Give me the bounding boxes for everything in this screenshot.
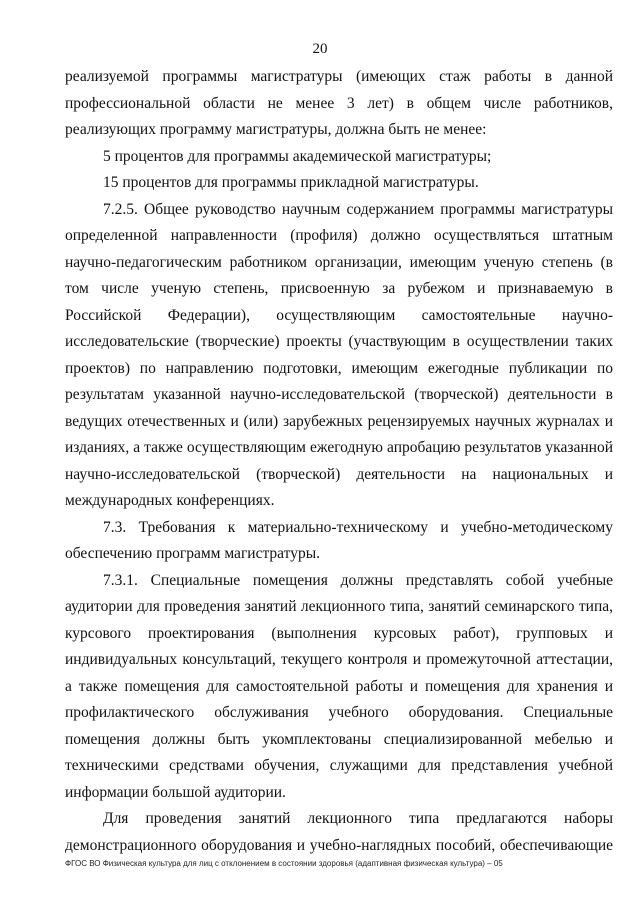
paragraph-staff-share: реализуемой программы магистратуры (имеющих стаж работы в данной профессиональной области не менее 3 лет) в общем числе работников, реализующих программу магистратуры, должна быть не менее: xyxy=(65,68,613,138)
page-number: 20 xyxy=(312,41,328,57)
paragraph-lecture-equipment: Для проведения занятий лекционного типа предлагаются наборы демонстрационного оборудования и учебно-наглядных пособий, обеспечивающие xyxy=(65,810,613,854)
page-footer: ФГОС ВО Физическая культура для лиц с отклонением в состоянии здоровья (адаптивная физическая культура) – 05 xyxy=(65,859,503,868)
paragraph-7-3-1: 7.3.1. Специальные помещения должны представлять собой учебные аудитории для проведения занятий лекционного типа, занятий семинарского типа, курсового проектирования (выполнения курсовых работ), групповых и индивидуальных консультаций, текущего контроля и промежуточной аттестации, а также помещения для самостоятельной работы и помещения для хранения и профилактического обслуживания учебного оборудования. Специальные помещения должны быть укомплектованы специализированной мебелью и техническими средствами обучения, служащими для представления учебной информации большой аудитории. xyxy=(65,571,613,801)
paragraph-applied-percent: 15 процентов для программы прикладной магистратуры. xyxy=(103,174,479,191)
document-body xyxy=(65,64,613,859)
paragraph-7-3: 7.3. Требования к материально-техническому и учебно-методическому обеспечению программ магистратуры. xyxy=(65,518,613,562)
paragraph-academic-percent: 5 процентов для программы академической магистратуры; xyxy=(103,147,492,165)
paragraph-7-2-5: 7.2.5. Общее руководство научным содержанием программы магистратуры определенной направленности (профиля) должно осуществляться штатным научно-педагогическим работником организации, имеющим ученую степень (в том числе ученую степень, присвоенную за рубежом и признаваемую в Российской Федерации), осуществляющим самостоятельные научно-исследовательские (творческие) проекты (участвующим в осуществлении таких проектов) по направлению подготовки, имеющим ежегодные публикации по результатам указанной научно-исследовательской (творческой) деятельности в ведущих отечественных и (или) зарубежных рецензируемых научных журналах и изданиях, а также осуществляющим ежегодную апробацию результатов указанной научно-исследовательской (творческой) деятельности на национальных и международных конференциях. xyxy=(65,200,613,509)
